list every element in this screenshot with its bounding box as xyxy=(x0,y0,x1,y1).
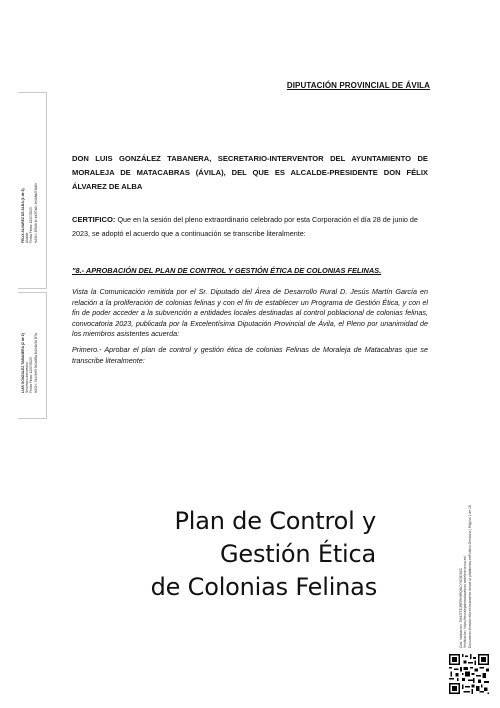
signer-role-2: Secretario-Interventor xyxy=(25,362,30,393)
signer-name-2: LUIS GONZALEZ TABANERA (2 de 2) xyxy=(21,333,25,393)
document-signed-note: Documento firmado electrónicamente desde la plataforma esPublico Gestiona | Página 1 de 18 xyxy=(467,505,472,648)
signature-text-2 xyxy=(21,333,38,393)
signer-role-1: Alcalde xyxy=(25,232,30,243)
certifico-label: CERTIFICO: xyxy=(72,215,116,224)
certifico-paragraph xyxy=(72,213,428,241)
signature-box-2 xyxy=(18,292,47,419)
paragraph-primero: Primero.- Aprobar el plan de control y gestión ética de colonias Felinas de Moraleja de Matacabras que se transcribe literalmente: xyxy=(72,345,428,365)
validation-code: Cód. Validación: 7M4J7TEJRFRH9PQNCY5C9D9ZC xyxy=(459,567,463,648)
signature-hash-2: HASH: 7a1c3e5f 9b2d4f6a 8c0e1b3d 5f7a xyxy=(33,333,38,393)
verification-block xyxy=(459,505,472,648)
signature-text-1 xyxy=(21,183,38,243)
signature-date-1: Fecha Firma: 12/07/2023 xyxy=(29,207,34,243)
signature-hash-1: HASH: 2f5b6c1e 4d3f7a0c 9e1b8a2f 6d0e xyxy=(33,183,38,243)
agenda-point-title: "8.- APROBACIÓN DEL PLAN DE CONTROL Y GESTIÓN ÉTICA DE COLONIAS FELINAS. xyxy=(72,266,382,275)
signature-box-1 xyxy=(18,92,47,289)
plan-title-line-3: de Colonias Felinas xyxy=(150,573,377,601)
verification-url[interactable]: Verificación: https://moralejadematacabras.sedelectronica.es/ xyxy=(463,555,468,648)
certifico-text: Que en la sesión del pleno extraordinario celebrado por esta Corporación el día 28 de junio de 2023, se adoptó el acuerdo que a continuación se transcribe literalmente: xyxy=(72,215,418,238)
signature-date-2: Fecha Firma: 12/07/2023 xyxy=(29,357,34,393)
plan-title xyxy=(151,505,376,604)
plan-title-line-1: Plan de Control y xyxy=(174,507,376,535)
paragraph-communication: Vista la Comunicación remitida por el Sr. Diputado del Área de Desarrollo Rural D. Jesús Martín García en relación a la proliferación de colonias felinas y con el fin de establecer un Programa de Gestión Ética, y con el fin de poder acceder a la subvención a entidades locales destinadas al control poblacional de colonias felinas, convocatoria 2023, publicada por la Excelentísima Diputación Provincial de Ávila, el Pleno por unanimidad de los miembros asistentes acuerda: xyxy=(72,287,428,338)
plan-title-line-2: Gestión Ética xyxy=(219,540,376,568)
signer-name-1: FELIX ALVAREZ DE ALBA (1 de 2) xyxy=(21,188,25,243)
certifier-intro: DON LUIS GONZÁLEZ TABANERA, SECRETARIO-INTERVENTOR DEL AYUNTAMIENTO DE MORALEJA DE MATACABRAS (ÁVILA), DEL QUE ES ALCALDE-PRESIDENTE DON FÉLIX ÁLVAREZ DE ALBA xyxy=(72,154,428,191)
organization-header: DIPUTACIÓN PROVINCIAL DE ÁVILA xyxy=(286,81,430,90)
qr-code xyxy=(449,654,489,694)
